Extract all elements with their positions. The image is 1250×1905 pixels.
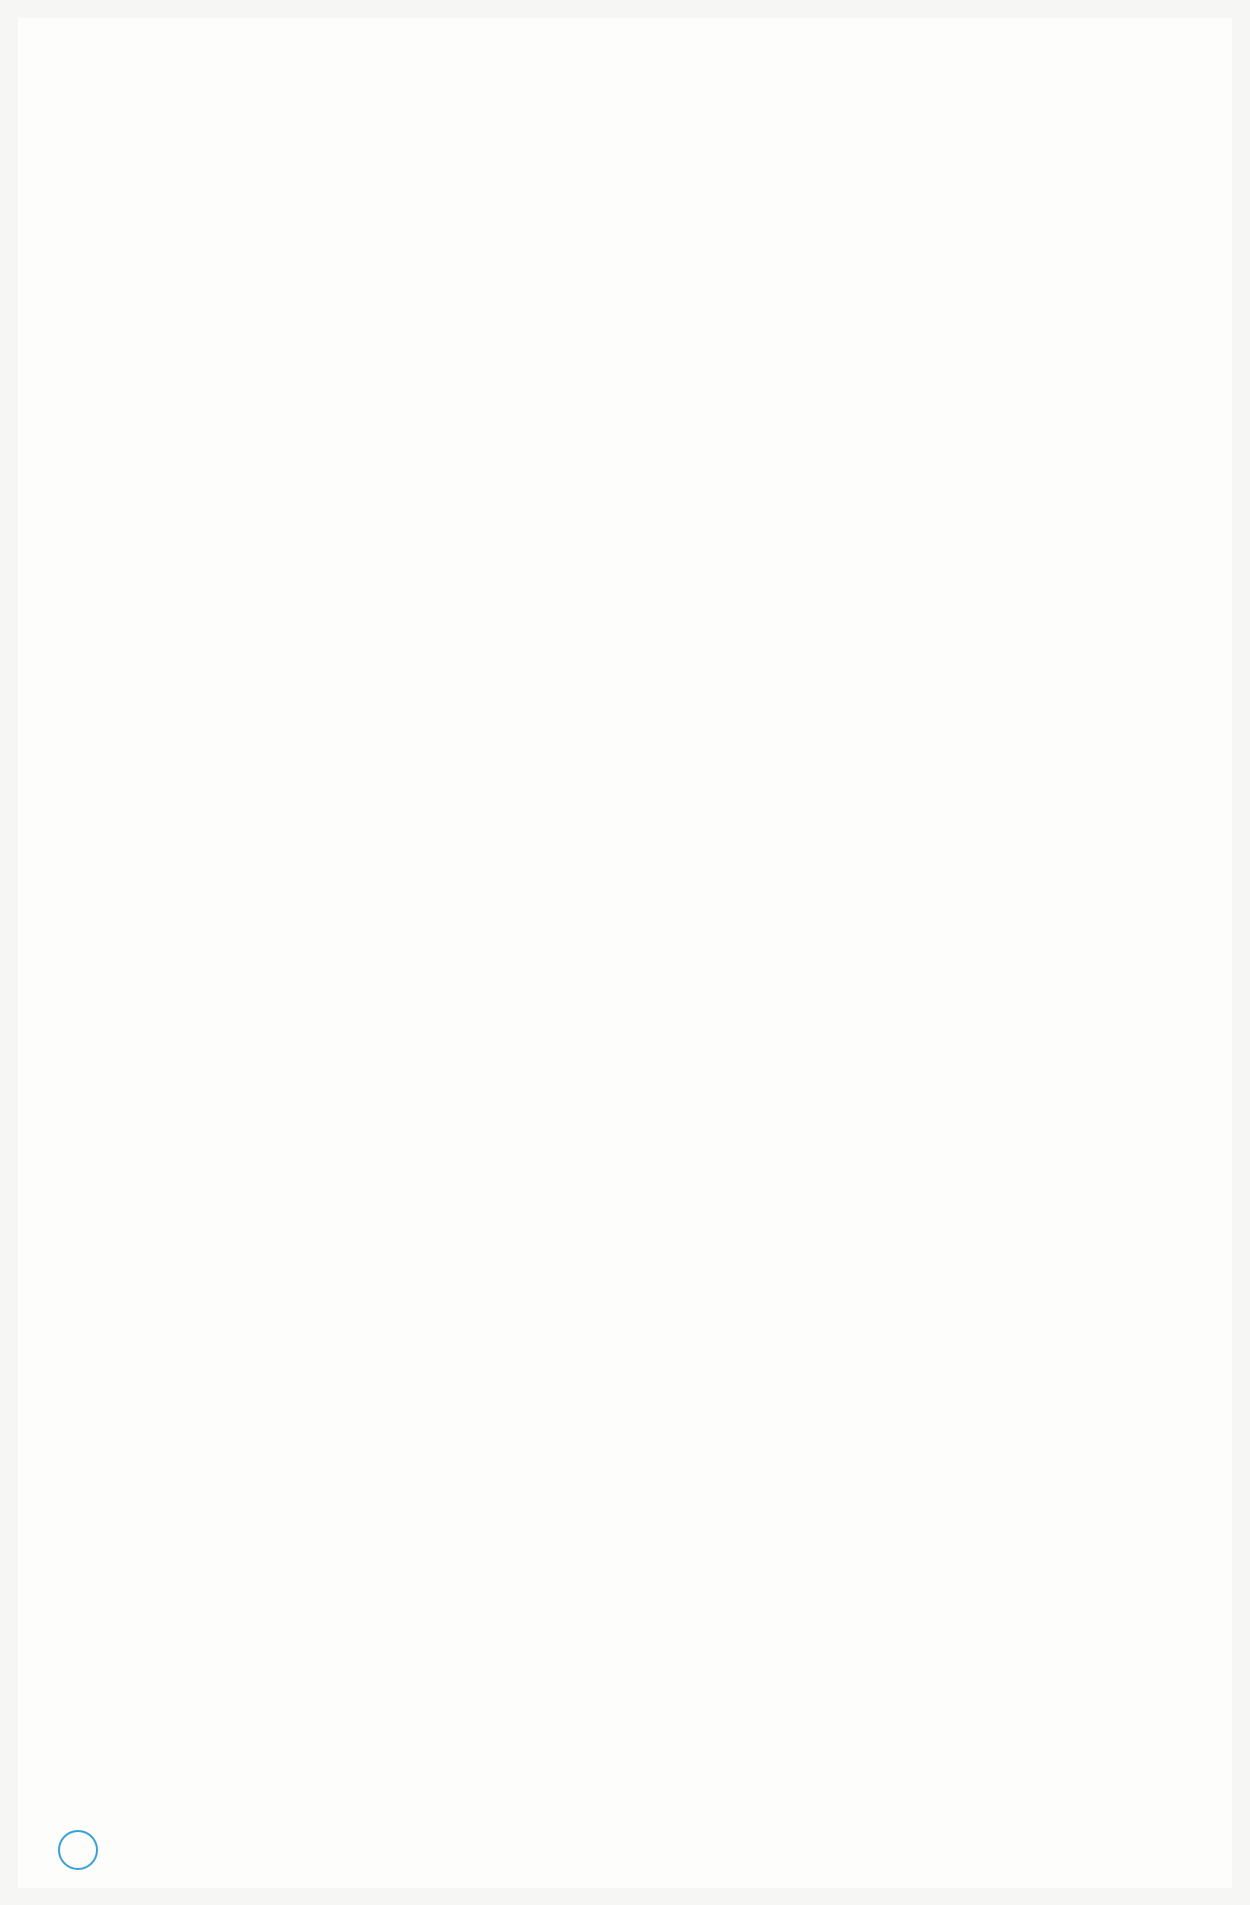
left-column [60,18,620,67]
page-footer [58,1828,116,1872]
answer-line [60,18,620,67]
page-number [58,1830,98,1870]
answer-page [18,18,1232,1888]
